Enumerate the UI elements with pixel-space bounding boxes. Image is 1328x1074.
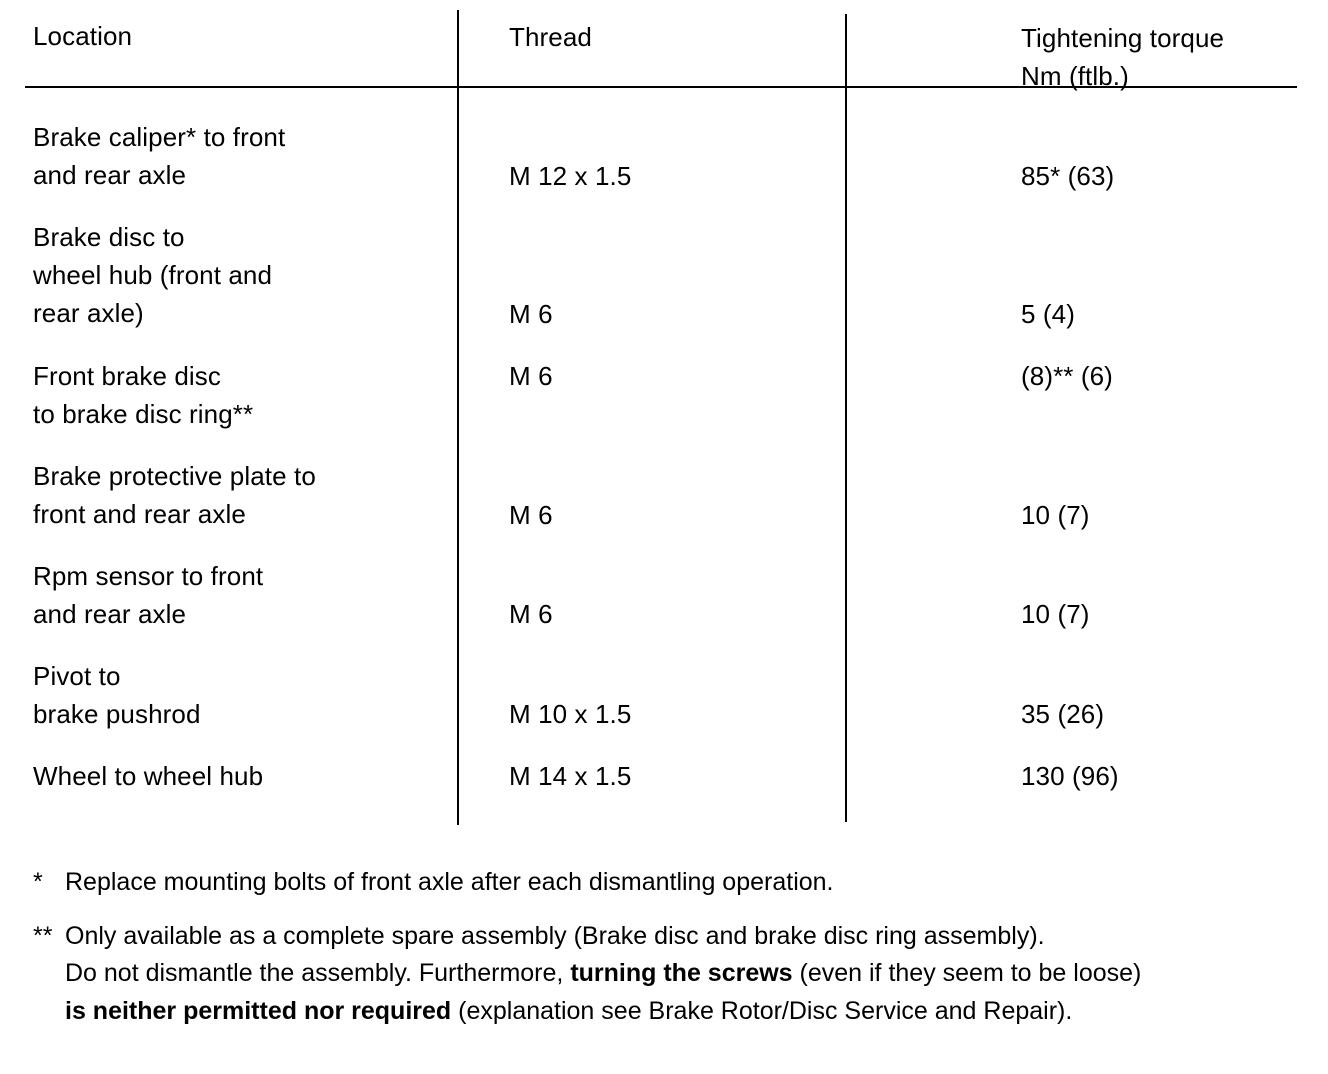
header-torque: Tightening torque Nm (ftlb.): [1021, 23, 1225, 91]
footnote-1-marker: *: [33, 868, 43, 896]
row-7-thread: M 14 x 1.5: [509, 761, 632, 791]
footnote-2-line-1: Only available as a complete spare assembly (Brake disc and brake disc ring assembly).: [65, 922, 1045, 950]
footnote-2-line-3: [65, 993, 1072, 1030]
row-2-torque: 5 (4): [1021, 299, 1075, 329]
row-2-location: Brake disc to wheel hub (front and rear axle): [33, 222, 273, 328]
row-3-location: Front brake disc to brake disc ring**: [33, 361, 254, 429]
footnote-2-line-2-start: Do not dismantle the assembly. Furthermore,: [65, 959, 571, 987]
row-7-location: Wheel to wheel hub: [33, 761, 264, 791]
row-4-torque: 10 (7): [1021, 500, 1090, 530]
row-1-thread: M 12 x 1.5: [509, 161, 632, 191]
row-6-thread: M 10 x 1.5: [509, 699, 632, 729]
footnote-2-emphasis-screws: turning the screws: [570, 959, 793, 987]
row-4-location: Brake protective plate to front and rear axle: [33, 461, 316, 529]
header-thread: Thread: [509, 22, 592, 52]
row-4-thread: M 6: [509, 500, 553, 530]
row-6-torque: 35 (26): [1021, 699, 1105, 729]
column-divider-2: [845, 14, 847, 822]
row-6-location: Pivot to brake pushrod: [33, 661, 201, 729]
row-3-torque: (8)** (6): [1021, 361, 1113, 391]
brake-rotor-service-link[interactable]: Brake Rotor/Disc Service and Repair: [648, 997, 1058, 1025]
footnote-2-line-2-end: (even if they seem to be loose): [792, 959, 1142, 987]
footnote-2-line-2: [65, 955, 1141, 992]
row-5-torque: 10 (7): [1021, 599, 1090, 629]
row-5-thread: M 6: [509, 599, 553, 629]
header-location: Location: [33, 21, 133, 51]
footnote-2-line-3-start: (explanation see: [451, 997, 649, 1025]
row-3-thread: M 6: [509, 361, 553, 391]
footnote-2-marker: **: [33, 922, 53, 950]
footnote-2-line-3-end: ).: [1057, 997, 1073, 1025]
column-divider-1: [457, 10, 459, 825]
footnote-2-emphasis-permitted: is neither permitted nor required: [65, 997, 452, 1025]
row-1-torque: 85* (63): [1021, 161, 1115, 191]
footnote-1-text: Replace mounting bolts of front axle after each dismantling operation.: [65, 868, 834, 896]
row-7-torque: 130 (96): [1021, 761, 1119, 791]
row-5-location: Rpm sensor to front and rear axle: [33, 561, 264, 629]
row-1-location: Brake caliper* to front and rear axle: [33, 122, 286, 190]
row-2-thread: M 6: [509, 299, 553, 329]
